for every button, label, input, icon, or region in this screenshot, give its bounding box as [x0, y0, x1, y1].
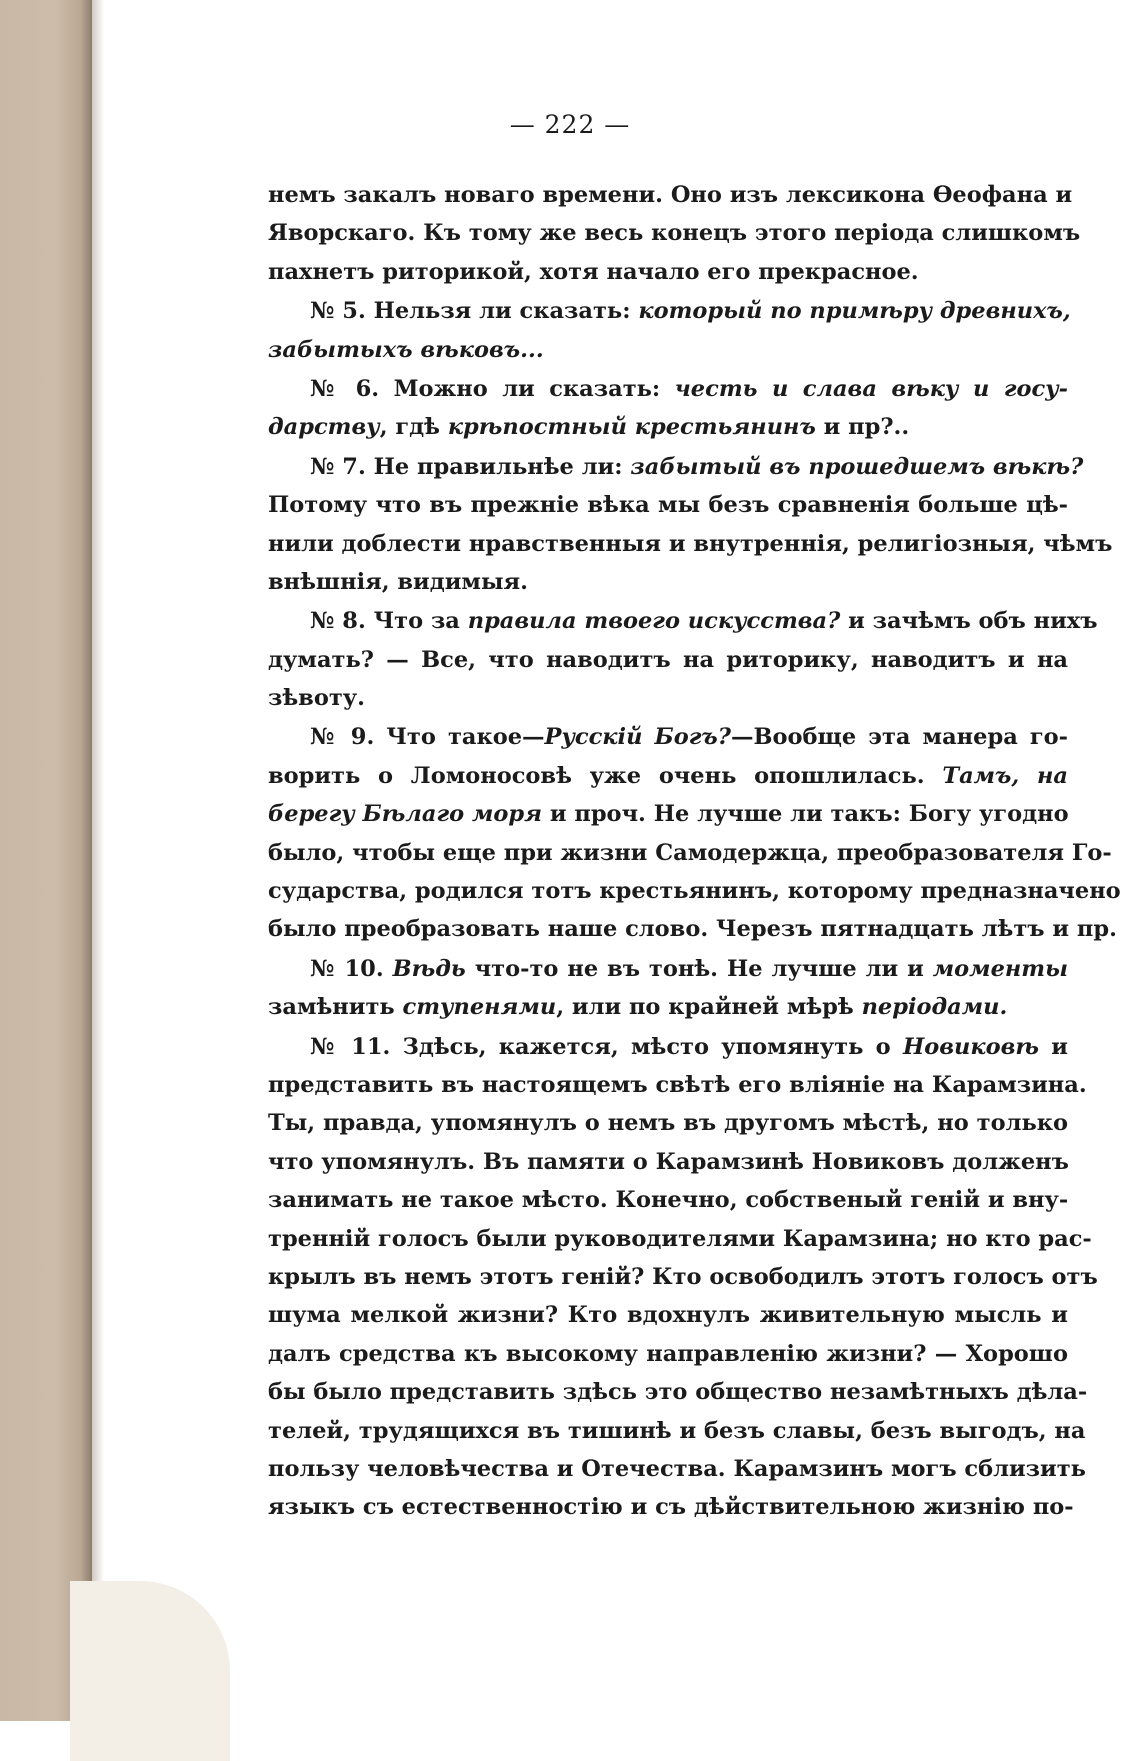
text-line: № 6. Можно ли сказать: честь и слава вѣку и госу-: [310, 375, 1068, 402]
text-line: забытыхъ вѣковъ...: [268, 336, 544, 363]
text-line: ворить о Ломоносовѣ уже очень опошлилась. Тамъ, на: [268, 762, 1068, 789]
page-body: [268, 176, 1121, 1527]
text-line: телей, трудящихся въ тишинѣ и безъ славы, безъ выгодъ, на: [268, 1417, 1086, 1444]
text-line: языкъ съ естественностію и съ дѣйствительною жизнію по-: [268, 1494, 1074, 1521]
page-number: — 222 —: [509, 110, 631, 139]
text-line: № 10. Вѣдь что-то не въ тонѣ. Не лучше ли и моменты: [310, 955, 1068, 982]
text-line: № 5. Нельзя ли сказать: который по примѣру древнихъ,: [310, 298, 1071, 325]
text-line: что упомянулъ. Въ памяти о Карамзинѣ Новиковъ долженъ: [268, 1148, 1069, 1175]
text-line: зѣвоту.: [268, 685, 365, 712]
text-line: шума мелкой жизни? Кто вдохнулъ живительную мысль и: [268, 1302, 1068, 1329]
text-line: пахнетъ риторикой, хотя начало его прекрасное.: [268, 258, 919, 285]
text-line: Яворскаго. Къ тому же весь конецъ этого періода слишкомъ: [268, 220, 1081, 247]
text-line: № 7. Не правильнѣе ли: забытый въ прошедшемъ вѣкѣ?: [310, 453, 1084, 480]
text-line: берегу Бѣлаго моря и проч. Не лучше ли такъ: Богу угодно: [268, 801, 1069, 828]
text-line: замѣнить ступенями, или по крайней мѣрѣ періодами.: [268, 994, 1008, 1021]
text-line: немъ закалъ новаго времени. Оно изъ лексикона Өеофана и: [268, 182, 1073, 208]
text-line: дарству, гдѣ крѣпостный крестьянинъ и пр?..: [268, 414, 910, 441]
text-line: занимать не такое мѣсто. Конечно, собственый геній и вну-: [268, 1187, 1069, 1214]
text-line: было преобразовать наше слово. Черезъ пятнадцать лѣтъ и пр.: [268, 916, 1117, 943]
gutter-shadow: [92, 0, 104, 1721]
book-spine: [0, 0, 92, 1721]
text-line: бы было представить здѣсь это общество незамѣтныхъ дѣла-: [268, 1379, 1088, 1406]
text-line: крылъ въ немъ этотъ геній? Кто освободилъ этотъ голосъ отъ: [268, 1263, 1098, 1290]
text-line: нили доблести нравственныя и внутреннія, религіозныя, чѣмъ: [268, 530, 1113, 557]
text-line: далъ средства къ высокому направленію жизни? — Хорошо: [268, 1340, 1068, 1367]
text-line: внѣшнія, видимыя.: [268, 568, 528, 595]
text-line: Ты, правда, упомянулъ о немъ въ другомъ мѣстѣ, но только: [268, 1110, 1068, 1137]
text-line: сударства, родился тотъ крестьянинъ, которому предназначено: [268, 878, 1121, 905]
text-line: думать? — Все, что наводитъ на риторику, наводитъ и на: [268, 646, 1068, 673]
text-line: Потому что въ прежніе вѣка мы безъ сравненія больше цѣ-: [268, 492, 1068, 519]
text-line: № 8. Что за правила твоего искусства? и зачѣмъ объ нихъ: [310, 608, 1098, 635]
text-line: представить въ настоящемъ свѣтѣ его вліяніе на Карамзина.: [268, 1071, 1087, 1098]
text-line: тренній голосъ были руководителями Карамзина; но кто рас-: [268, 1225, 1092, 1252]
text-line: пользу человѣчества и Отечества. Карамзинъ могъ сблизить: [268, 1455, 1086, 1482]
text-line: № 9. Что такое—Русскій Богъ?—Вообще эта манера го-: [310, 724, 1068, 751]
page-corner: [70, 1581, 230, 1761]
text-line: было, чтобы еще при жизни Самодержца, преобразователя Го-: [268, 839, 1112, 866]
text-line: № 11. Здѣсь, кажется, мѣсто упомянуть о Новиковѣ и: [310, 1033, 1068, 1060]
